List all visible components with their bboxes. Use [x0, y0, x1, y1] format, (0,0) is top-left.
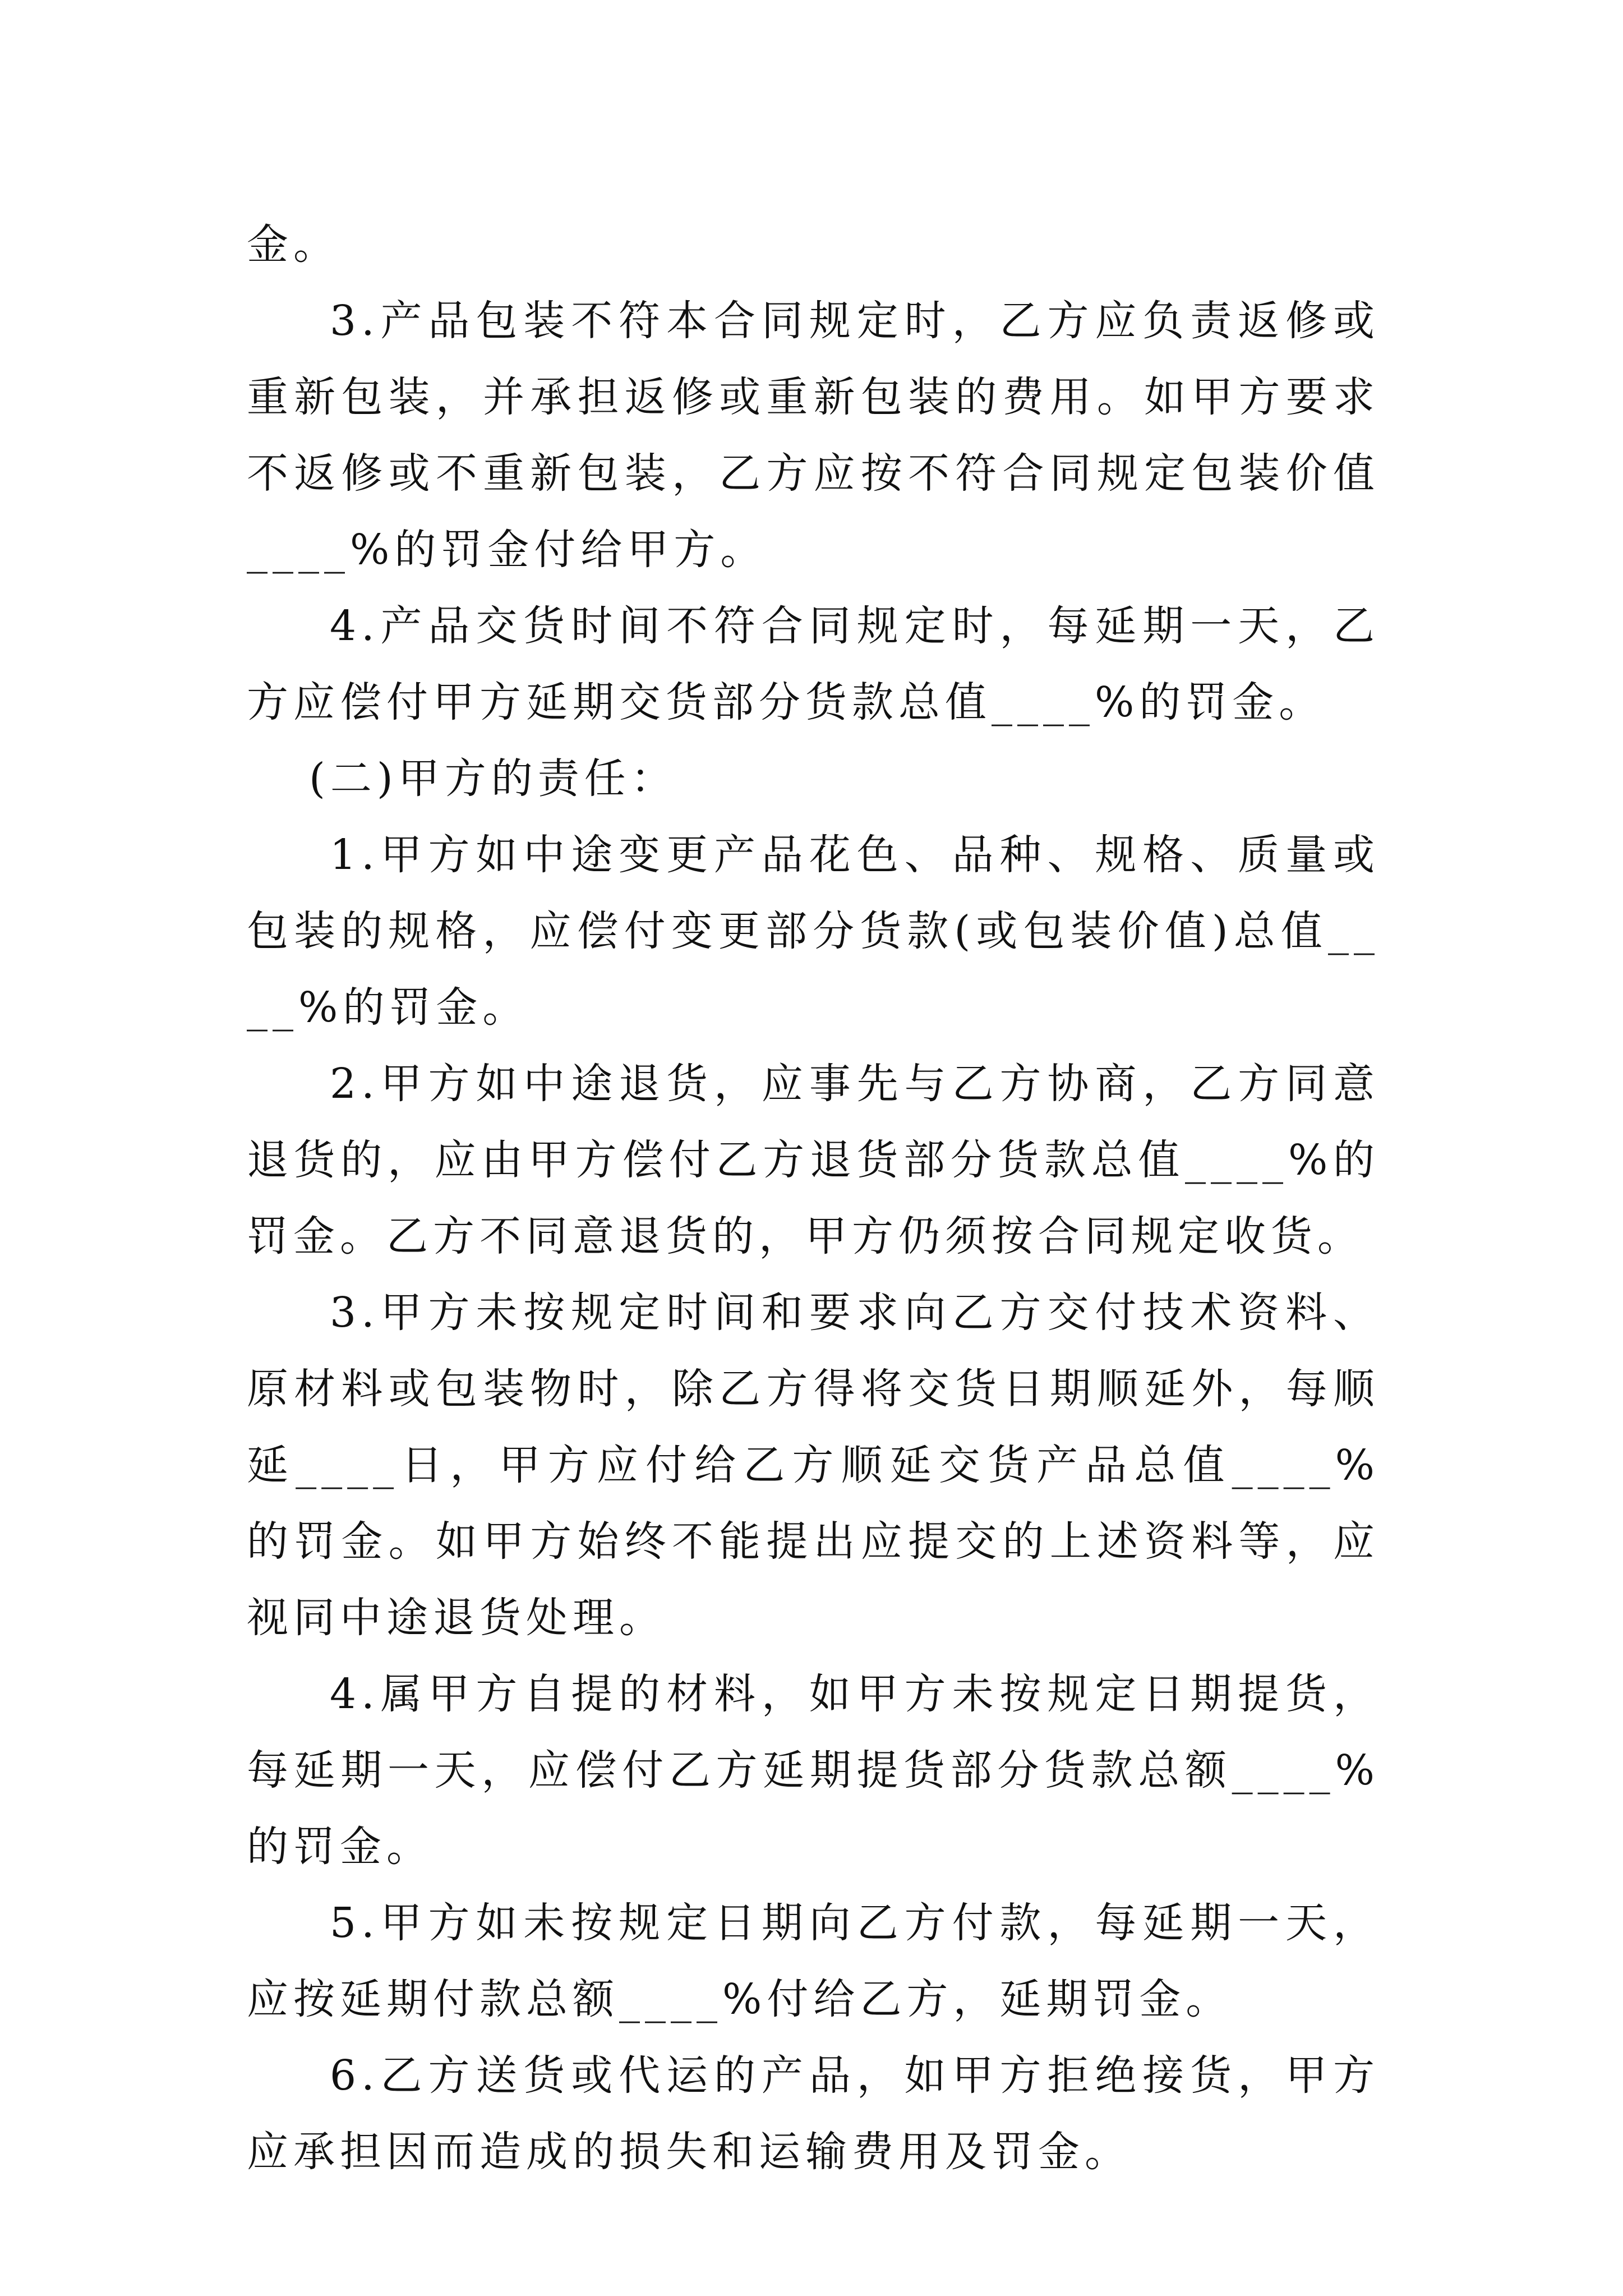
- paragraph-buyer-payment: 5.甲方如未按规定日期向乙方付款，每延期一天，应按延期付款总额____%付给乙方，延期罚金。: [247, 1899, 1380, 2023]
- paragraph-seller-packaging: 3.产品包装不符本合同规定时，乙方应负责返修或重新包装，并承担返修或重新包装的费用。如甲方要求不返修或不重新包装，乙方应按不符合同规定包装价值____%的罚金付给甲方。: [247, 297, 1380, 574]
- paragraph-buyer-change-spec: 1.甲方如中途变更产品花色、品种、规格、质量或包装的规格，应偿付变更部分货款(或包装价值)总值____%的罚金。: [247, 831, 1380, 1032]
- section-heading-buyer-responsibility: (二)甲方的责任：: [309, 754, 677, 803]
- paragraph-seller-delivery-delay: 4.产品交货时间不符合同规定时，每延期一天，乙方应偿付甲方延期交货部分货款总值____%的罚金。: [247, 602, 1380, 726]
- paragraph-buyer-return: 2.甲方如中途退货，应事先与乙方协商，乙方同意退货的，应由甲方偿付乙方退货部分货款总值____%的罚金。乙方不同意退货的，甲方仍须按合同规定收货。: [247, 1060, 1380, 1260]
- paragraph-continuation: 金。: [247, 220, 340, 269]
- document-body: [247, 206, 1380, 2190]
- paragraph-buyer-refuse-delivery: 6.乙方送货或代运的产品，如甲方拒绝接货，甲方应承担因而造成的损失和运输费用及罚金。: [247, 2051, 1380, 2176]
- paragraph-buyer-pickup: 4.属甲方自提的材料，如甲方未按规定日期提货，每延期一天，应偿付乙方延期提货部分货款总额____%的罚金。: [247, 1670, 1380, 1871]
- paragraph-buyer-materials: 3.甲方未按规定时间和要求向乙方交付技术资料、原材料或包装物时，除乙方得将交货日期顺延外，每顺延____日，甲方应付给乙方顺延交货产品总值____%的罚金。如甲方始终不能提出应提交的上述资料等，应视同中途退货处理。: [247, 1289, 1380, 1642]
